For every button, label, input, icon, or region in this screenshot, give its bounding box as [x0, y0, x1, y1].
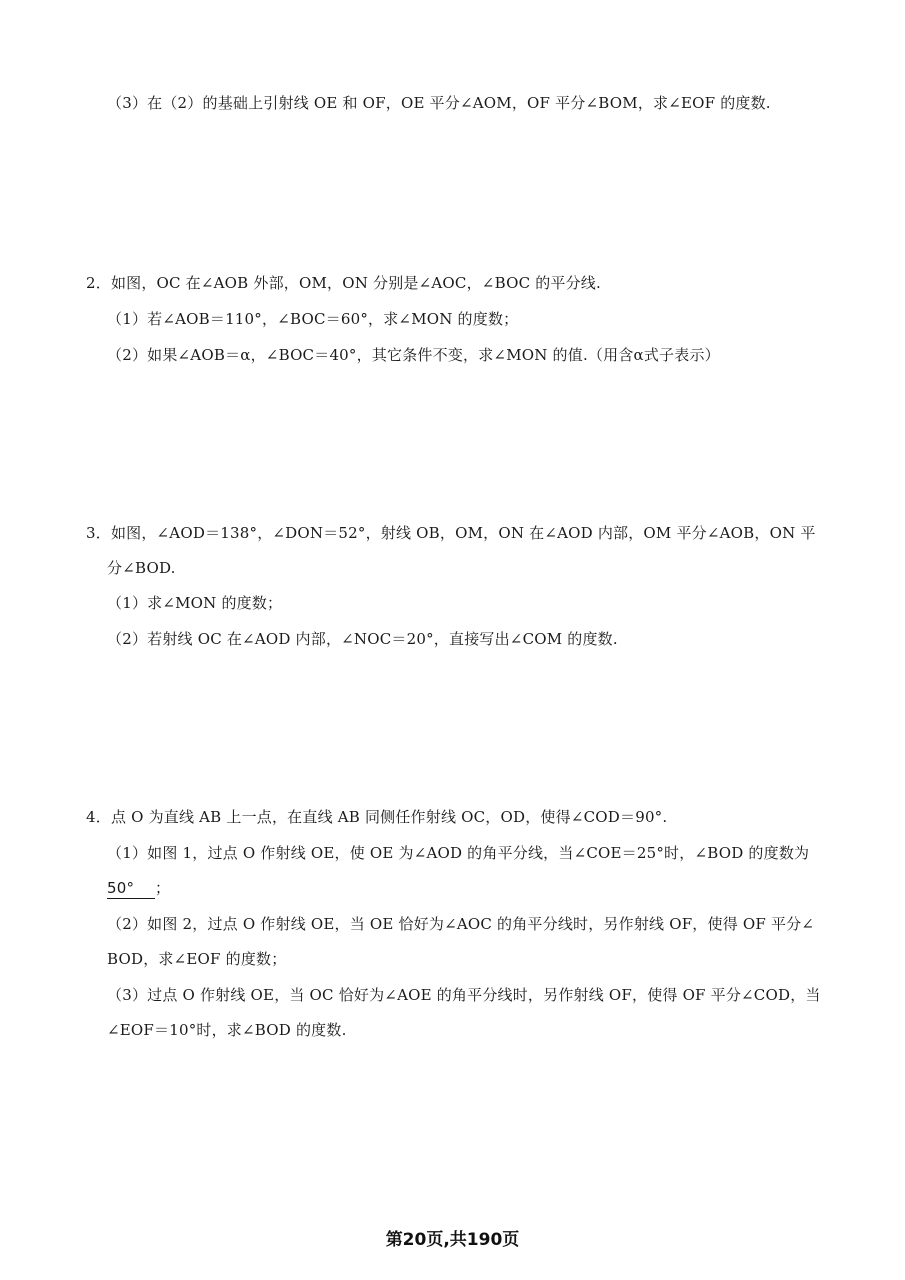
- q3-part1: （1）求∠MON 的度数；: [107, 594, 283, 612]
- q3-stem-line2: 分∠BOD.: [107, 559, 176, 577]
- q1-part3-text: （3）在（2）的基础上引射线 OE 和 OF，OE 平分∠AOM，OF 平分∠BOM，求∠EOF 的度数.: [107, 94, 771, 112]
- q4-part1-end: ；: [155, 879, 171, 897]
- q4-part2-line2: BOD，求∠EOF 的度数；: [107, 950, 287, 968]
- q3-part2: （2）若射线 OC 在∠AOD 内部，∠NOC＝20°，直接写出∠COM 的度数.: [107, 630, 618, 648]
- q4-part1-answer: 50°: [107, 878, 155, 899]
- q4-part1-line1: （1）如图 1，过点 O 作射线 OE，使 OE 为∠AOD 的角平分线，当∠COE＝25°时，∠BOD 的度数为: [107, 844, 810, 862]
- q2-stem: 2．如图，OC 在∠AOB 外部，OM，ON 分别是∠AOC，∠BOC 的平分线.: [86, 274, 601, 292]
- q3-stem-line1: 3．如图，∠AOD＝138°，∠DON＝52°，射线 OB，OM，ON 在∠AOD 内部，OM 平分∠AOB，ON 平: [86, 524, 816, 542]
- q2-part2: （2）如果∠AOB＝α，∠BOC＝40°，其它条件不变，求∠MON 的值.（用含α式子表示）: [107, 346, 720, 364]
- q4-part2-line1: （2）如图 2，过点 O 作射线 OE，当 OE 恰好为∠AOC 的角平分线时，另作射线 OF，使得 OF 平分∠: [107, 915, 815, 933]
- q4-part1-answer-line: [107, 878, 170, 899]
- q4-stem: 4．点 O 为直线 AB 上一点，在直线 AB 同侧任作射线 OC，OD，使得∠COD＝90°.: [86, 808, 668, 826]
- q4-part3-line2: ∠EOF＝10°时，求∠BOD 的度数.: [107, 1021, 347, 1039]
- q2-part1: （1）若∠AOB＝110°，∠BOC＝60°，求∠MON 的度数；: [107, 310, 519, 328]
- page-number: 第20页,共190页: [385, 1230, 520, 1250]
- q4-part3-line1: （3）过点 O 作射线 OE，当 OC 恰好为∠AOE 的角平分线时，另作射线 OF，使得 OF 平分∠COD，当: [107, 986, 821, 1004]
